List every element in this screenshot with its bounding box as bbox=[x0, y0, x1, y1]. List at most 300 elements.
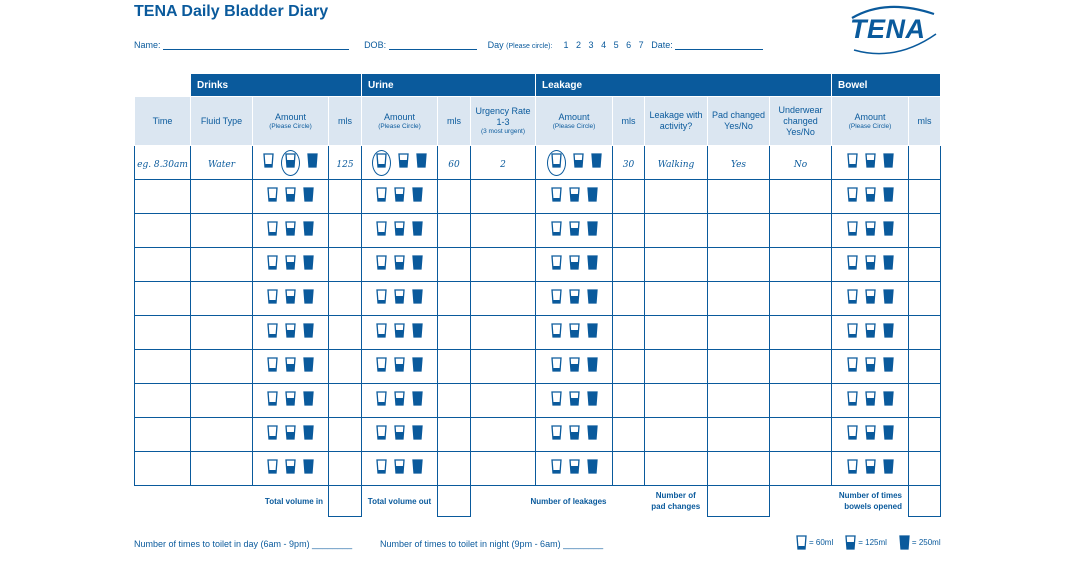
drinks-amount-cell[interactable] bbox=[253, 146, 329, 180]
pad-changed-cell[interactable] bbox=[708, 248, 770, 282]
bowel-amount-cell[interactable] bbox=[832, 384, 909, 418]
drinks-mls-cell[interactable] bbox=[329, 452, 362, 486]
bowel-mls-cell[interactable] bbox=[909, 180, 941, 214]
cup-small-icon[interactable] bbox=[376, 459, 387, 479]
cup-medium-icon[interactable] bbox=[285, 425, 296, 445]
cup-large-icon[interactable] bbox=[883, 391, 894, 411]
handwritten-entry: 60 bbox=[448, 159, 460, 170]
cup-small-icon[interactable] bbox=[847, 459, 858, 479]
bowels-opened-box[interactable] bbox=[909, 486, 941, 517]
urine-mls-cell[interactable] bbox=[438, 214, 471, 248]
cup-large-icon[interactable] bbox=[587, 459, 598, 479]
cup-medium-icon[interactable] bbox=[394, 221, 405, 241]
underwear-changed-cell[interactable] bbox=[770, 316, 832, 350]
drinks-amount-cell[interactable] bbox=[253, 282, 329, 316]
leakage-mls-cell[interactable] bbox=[613, 180, 645, 214]
cup-small-icon[interactable] bbox=[376, 323, 387, 343]
cup-medium-icon[interactable] bbox=[569, 255, 580, 275]
urgency-cell[interactable] bbox=[471, 146, 536, 180]
col-drinks-amount: Amount (Please Circle) bbox=[253, 97, 329, 146]
cup-large-icon[interactable] bbox=[883, 459, 894, 479]
bowel-amount-cell[interactable] bbox=[832, 180, 909, 214]
underwear-changed-cell[interactable] bbox=[770, 384, 832, 418]
drinks-amount-cell[interactable] bbox=[253, 214, 329, 248]
cup-small-icon[interactable] bbox=[372, 150, 391, 176]
drinks-amount-cell[interactable] bbox=[253, 180, 329, 214]
underwear-changed-cell[interactable] bbox=[770, 214, 832, 248]
tena-logo bbox=[846, 4, 942, 58]
pad-changed-cell[interactable] bbox=[708, 418, 770, 452]
cup-medium-icon[interactable] bbox=[865, 459, 876, 479]
leakage-mls-cell[interactable] bbox=[613, 350, 645, 384]
leakage-amount-cell[interactable] bbox=[536, 384, 613, 418]
activity-cell[interactable] bbox=[645, 282, 708, 316]
bowel-amount-cell[interactable] bbox=[832, 350, 909, 384]
cup-medium-icon[interactable] bbox=[865, 187, 876, 207]
pad-changed-cell[interactable] bbox=[708, 452, 770, 486]
bowels-opened-label: Number of times bowels opened bbox=[832, 486, 909, 517]
fluid-type-cell[interactable] bbox=[191, 282, 253, 316]
cup-large-icon[interactable] bbox=[587, 187, 598, 207]
cup-small-icon[interactable] bbox=[551, 391, 562, 411]
section-drinks: Drinks bbox=[191, 74, 362, 97]
cup-medium-icon[interactable] bbox=[285, 459, 296, 479]
urine-mls-cell[interactable] bbox=[438, 452, 471, 486]
cup-small-icon[interactable] bbox=[547, 150, 566, 176]
pad-changes-label: Number of pad changes bbox=[645, 486, 708, 517]
leakage-amount-cell[interactable] bbox=[536, 214, 613, 248]
activity-cell[interactable] bbox=[645, 384, 708, 418]
drinks-amount-cell[interactable] bbox=[253, 350, 329, 384]
info-line bbox=[134, 40, 763, 50]
leakage-amount-cell[interactable] bbox=[536, 316, 613, 350]
cup-large-icon[interactable] bbox=[303, 391, 314, 411]
cup-large-icon[interactable] bbox=[591, 153, 602, 173]
bowel-mls-cell[interactable] bbox=[909, 452, 941, 486]
urine-amount-cell[interactable] bbox=[362, 214, 438, 248]
night-toilet-count[interactable]: Number of times to toilet in night (9pm - 6am) ________ bbox=[380, 539, 604, 549]
pad-changed-cell[interactable] bbox=[708, 282, 770, 316]
cup-small-icon[interactable] bbox=[267, 323, 278, 343]
leakage-amount-cell[interactable] bbox=[536, 350, 613, 384]
cup-large-icon[interactable] bbox=[587, 425, 598, 445]
pad-changed-cell[interactable] bbox=[708, 384, 770, 418]
time-cell[interactable] bbox=[135, 214, 191, 248]
cup-small-icon[interactable] bbox=[551, 425, 562, 445]
logo-text: TENA bbox=[850, 14, 926, 44]
cup-medium-icon[interactable] bbox=[285, 391, 296, 411]
pad-changes-box[interactable] bbox=[708, 486, 770, 517]
day-toilet-count[interactable]: Number of times to toilet in day (6am - 9pm) ________ bbox=[134, 539, 353, 549]
cup-medium-icon[interactable] bbox=[569, 221, 580, 241]
cup-large-icon[interactable] bbox=[412, 221, 423, 241]
cup-small-icon[interactable] bbox=[376, 289, 387, 309]
activity-cell[interactable] bbox=[645, 248, 708, 282]
cup-small-icon[interactable] bbox=[376, 357, 387, 377]
cup-large-icon[interactable] bbox=[587, 289, 598, 309]
day-option-4[interactable]: 4 bbox=[601, 40, 607, 50]
bowel-amount-cell[interactable] bbox=[832, 418, 909, 452]
leakage-amount-cell[interactable] bbox=[536, 452, 613, 486]
underwear-changed-cell[interactable] bbox=[770, 180, 832, 214]
urine-amount-cell[interactable] bbox=[362, 418, 438, 452]
cup-medium-icon[interactable] bbox=[285, 357, 296, 377]
urgency-cell[interactable] bbox=[471, 214, 536, 248]
time-cell[interactable] bbox=[135, 316, 191, 350]
cup-medium-icon[interactable] bbox=[394, 357, 405, 377]
cup-medium-icon[interactable] bbox=[865, 391, 876, 411]
leakage-amount-cell[interactable] bbox=[536, 418, 613, 452]
leakage-amount-cell[interactable] bbox=[536, 248, 613, 282]
underwear-changed-cell[interactable] bbox=[770, 452, 832, 486]
cup-small-icon[interactable] bbox=[267, 391, 278, 411]
cup-medium-icon[interactable] bbox=[569, 459, 580, 479]
dob-field[interactable] bbox=[389, 40, 477, 50]
pad-changed-cell[interactable] bbox=[708, 180, 770, 214]
urine-amount-cell[interactable] bbox=[362, 180, 438, 214]
cup-small-icon[interactable] bbox=[376, 221, 387, 241]
cup-large-icon[interactable] bbox=[303, 255, 314, 275]
cup-small-icon[interactable] bbox=[376, 391, 387, 411]
activity-cell[interactable] bbox=[645, 316, 708, 350]
pad-changed-cell[interactable] bbox=[708, 146, 770, 180]
cup-medium-icon[interactable] bbox=[865, 153, 876, 173]
activity-cell[interactable] bbox=[645, 452, 708, 486]
drinks-mls-cell[interactable] bbox=[329, 384, 362, 418]
drinks-amount-cell[interactable] bbox=[253, 452, 329, 486]
cup-large-icon[interactable] bbox=[412, 391, 423, 411]
cup-small-icon[interactable] bbox=[847, 391, 858, 411]
cup-large-icon[interactable] bbox=[587, 323, 598, 343]
cup-small-icon[interactable] bbox=[551, 221, 562, 241]
cup-large-icon[interactable] bbox=[303, 357, 314, 377]
cup-small-icon[interactable] bbox=[267, 221, 278, 241]
date-field[interactable] bbox=[675, 40, 763, 50]
drinks-mls-cell[interactable] bbox=[329, 180, 362, 214]
day-option-7[interactable]: 7 bbox=[638, 40, 644, 50]
cup-medium-icon[interactable] bbox=[394, 425, 405, 445]
cup-medium-icon[interactable] bbox=[285, 289, 296, 309]
col-leakage-activity: Leakage with activity? bbox=[645, 97, 708, 146]
fluid-type-cell[interactable] bbox=[191, 180, 253, 214]
urine-mls-cell[interactable] bbox=[438, 146, 471, 180]
cup-large-icon[interactable] bbox=[303, 187, 314, 207]
cup-small-icon[interactable] bbox=[263, 153, 274, 173]
cup-medium-icon[interactable] bbox=[394, 255, 405, 275]
drinks-amount-cell[interactable] bbox=[253, 384, 329, 418]
urine-mls-cell[interactable] bbox=[438, 282, 471, 316]
cup-large-icon[interactable] bbox=[416, 153, 427, 173]
cup-small-icon[interactable] bbox=[551, 255, 562, 275]
diary-row bbox=[135, 316, 941, 350]
urine-amount-cell[interactable] bbox=[362, 384, 438, 418]
leakage-amount-cell[interactable] bbox=[536, 282, 613, 316]
urine-amount-cell[interactable] bbox=[362, 452, 438, 486]
urine-mls-cell[interactable] bbox=[438, 180, 471, 214]
cup-medium-icon[interactable] bbox=[865, 221, 876, 241]
col-bowel-mls: mls bbox=[909, 97, 941, 146]
day-hint: (Please circle): bbox=[506, 43, 553, 50]
activity-cell[interactable] bbox=[645, 214, 708, 248]
cup-small-icon[interactable] bbox=[847, 221, 858, 241]
cup-medium-icon[interactable] bbox=[865, 289, 876, 309]
drinks-mls-cell[interactable] bbox=[329, 316, 362, 350]
cup-large-icon[interactable] bbox=[412, 323, 423, 343]
handwritten-entry: 125 bbox=[336, 159, 354, 170]
underwear-changed-cell[interactable] bbox=[770, 282, 832, 316]
pad-changed-cell[interactable] bbox=[708, 350, 770, 384]
cup-medium-icon[interactable] bbox=[865, 255, 876, 275]
cup-medium-icon[interactable] bbox=[569, 357, 580, 377]
example-row bbox=[135, 146, 941, 180]
bowel-mls-cell[interactable] bbox=[909, 418, 941, 452]
leakage-mls-cell[interactable] bbox=[613, 452, 645, 486]
leakage-mls-cell[interactable] bbox=[613, 282, 645, 316]
col-drinks-mls: mls bbox=[329, 97, 362, 146]
bowel-mls-cell[interactable] bbox=[909, 350, 941, 384]
cup-small-icon[interactable] bbox=[847, 323, 858, 343]
cup-medium-icon[interactable] bbox=[573, 153, 584, 173]
bowel-mls-cell[interactable] bbox=[909, 248, 941, 282]
time-cell[interactable] bbox=[135, 180, 191, 214]
activity-cell[interactable] bbox=[645, 180, 708, 214]
drinks-mls-cell[interactable] bbox=[329, 146, 362, 180]
cup-small-icon[interactable] bbox=[267, 187, 278, 207]
drinks-mls-cell[interactable] bbox=[329, 248, 362, 282]
bowel-amount-cell[interactable] bbox=[832, 282, 909, 316]
cup-small-icon[interactable] bbox=[376, 187, 387, 207]
cup-large-icon[interactable] bbox=[303, 459, 314, 479]
drinks-amount-cell[interactable] bbox=[253, 248, 329, 282]
time-cell[interactable] bbox=[135, 146, 191, 180]
cup-small-icon[interactable] bbox=[551, 289, 562, 309]
urine-amount-cell[interactable] bbox=[362, 282, 438, 316]
fluid-type-cell[interactable] bbox=[191, 350, 253, 384]
cup-medium-icon[interactable] bbox=[569, 391, 580, 411]
drinks-amount-cell[interactable] bbox=[253, 316, 329, 350]
diary-table bbox=[134, 74, 941, 517]
cup-large-icon[interactable] bbox=[883, 289, 894, 309]
cup-small-icon[interactable] bbox=[267, 255, 278, 275]
fluid-type-cell[interactable] bbox=[191, 214, 253, 248]
fluid-type-cell[interactable] bbox=[191, 146, 253, 180]
fluid-type-cell[interactable] bbox=[191, 248, 253, 282]
cup-large-icon[interactable] bbox=[883, 221, 894, 241]
cup-small-icon[interactable] bbox=[551, 459, 562, 479]
total-volume-out-box[interactable] bbox=[438, 486, 471, 517]
cup-small-icon[interactable] bbox=[551, 357, 562, 377]
bowel-amount-cell[interactable] bbox=[832, 316, 909, 350]
cup-medium-icon[interactable] bbox=[285, 187, 296, 207]
urgency-cell[interactable] bbox=[471, 418, 536, 452]
bowel-amount-cell[interactable] bbox=[832, 452, 909, 486]
urine-mls-cell[interactable] bbox=[438, 418, 471, 452]
cup-medium-icon[interactable] bbox=[569, 425, 580, 445]
cup-small-icon[interactable] bbox=[847, 255, 858, 275]
cup-large-icon[interactable] bbox=[883, 425, 894, 445]
leakage-mls-cell[interactable] bbox=[613, 418, 645, 452]
leakage-amount-cell[interactable] bbox=[536, 146, 613, 180]
urine-mls-cell[interactable] bbox=[438, 350, 471, 384]
cup-medium-icon[interactable] bbox=[281, 150, 300, 176]
cup-large-icon[interactable] bbox=[587, 391, 598, 411]
cup-large-icon[interactable] bbox=[412, 187, 423, 207]
urgency-cell[interactable] bbox=[471, 180, 536, 214]
cup-large-icon[interactable] bbox=[412, 255, 423, 275]
cup-medium-icon[interactable] bbox=[569, 187, 580, 207]
bowel-amount-cell[interactable] bbox=[832, 146, 909, 180]
cup-large-icon[interactable] bbox=[587, 221, 598, 241]
cup-small-icon[interactable] bbox=[847, 289, 858, 309]
handwritten-entry: Walking bbox=[657, 159, 695, 170]
cup-large-icon[interactable] bbox=[303, 221, 314, 241]
urine-amount-cell[interactable] bbox=[362, 146, 438, 180]
leakage-mls-cell[interactable] bbox=[613, 316, 645, 350]
bowel-mls-cell[interactable] bbox=[909, 282, 941, 316]
number-of-leakages-label: Number of leakages bbox=[471, 486, 645, 517]
handwritten-entry: eg. 8.30am bbox=[137, 159, 188, 170]
time-cell[interactable] bbox=[135, 452, 191, 486]
cup-small-icon[interactable] bbox=[847, 425, 858, 445]
day-option-1[interactable]: 1 bbox=[563, 40, 569, 50]
cup-small-icon[interactable] bbox=[551, 187, 562, 207]
time-cell[interactable] bbox=[135, 418, 191, 452]
drinks-mls-cell[interactable] bbox=[329, 214, 362, 248]
cup-small-icon[interactable] bbox=[847, 153, 858, 173]
cup-large-icon[interactable] bbox=[307, 153, 318, 173]
cup-medium-icon[interactable] bbox=[569, 289, 580, 309]
cup-large-icon[interactable] bbox=[412, 289, 423, 309]
cup-large-icon[interactable] bbox=[412, 357, 423, 377]
total-volume-in-box[interactable] bbox=[329, 486, 362, 517]
cup-large-icon[interactable] bbox=[587, 357, 598, 377]
fluid-type-cell[interactable] bbox=[191, 452, 253, 486]
bowel-mls-cell[interactable] bbox=[909, 384, 941, 418]
cup-large-icon[interactable] bbox=[587, 255, 598, 275]
urgency-cell[interactable] bbox=[471, 384, 536, 418]
cup-large-icon[interactable] bbox=[412, 459, 423, 479]
time-cell[interactable] bbox=[135, 282, 191, 316]
underwear-changed-cell[interactable] bbox=[770, 146, 832, 180]
cup-small-icon[interactable] bbox=[376, 425, 387, 445]
drinks-mls-cell[interactable] bbox=[329, 282, 362, 316]
urgency-cell[interactable] bbox=[471, 452, 536, 486]
day-option-2[interactable]: 2 bbox=[576, 40, 582, 50]
section-bowel: Bowel bbox=[832, 74, 941, 97]
urine-amount-cell[interactable] bbox=[362, 248, 438, 282]
cup-medium-icon[interactable] bbox=[394, 459, 405, 479]
time-cell[interactable] bbox=[135, 350, 191, 384]
bowel-mls-cell[interactable] bbox=[909, 214, 941, 248]
time-cell[interactable] bbox=[135, 248, 191, 282]
fluid-type-cell[interactable] bbox=[191, 384, 253, 418]
drinks-mls-cell[interactable] bbox=[329, 418, 362, 452]
day-option-3[interactable]: 3 bbox=[588, 40, 594, 50]
cup-medium-icon[interactable] bbox=[394, 391, 405, 411]
urine-mls-cell[interactable] bbox=[438, 316, 471, 350]
cup-medium-icon[interactable] bbox=[394, 323, 405, 343]
drinks-mls-cell[interactable] bbox=[329, 350, 362, 384]
legend-large: = 250ml bbox=[899, 535, 941, 550]
time-cell[interactable] bbox=[135, 384, 191, 418]
cup-medium-icon[interactable] bbox=[865, 425, 876, 445]
name-field[interactable] bbox=[163, 40, 349, 50]
drinks-amount-cell[interactable] bbox=[253, 418, 329, 452]
cup-large-icon[interactable] bbox=[303, 323, 314, 343]
cup-medium-icon[interactable] bbox=[394, 289, 405, 309]
urgency-cell[interactable] bbox=[471, 350, 536, 384]
cup-medium-icon[interactable] bbox=[394, 187, 405, 207]
leakage-mls-cell[interactable] bbox=[613, 146, 645, 180]
cup-large-icon[interactable] bbox=[883, 255, 894, 275]
diary-row bbox=[135, 180, 941, 214]
urgency-cell[interactable] bbox=[471, 282, 536, 316]
urine-mls-cell[interactable] bbox=[438, 384, 471, 418]
cup-medium-icon[interactable] bbox=[285, 323, 296, 343]
fluid-type-cell[interactable] bbox=[191, 418, 253, 452]
cup-large-icon[interactable] bbox=[883, 153, 894, 173]
cup-large-icon[interactable] bbox=[303, 289, 314, 309]
cup-small-icon[interactable] bbox=[847, 357, 858, 377]
cup-medium-icon[interactable] bbox=[569, 323, 580, 343]
cup-large-icon[interactable] bbox=[883, 187, 894, 207]
cup-small-icon[interactable] bbox=[267, 459, 278, 479]
cup-medium-icon[interactable] bbox=[285, 255, 296, 275]
cup-small-icon[interactable] bbox=[551, 323, 562, 343]
cup-medium-icon[interactable] bbox=[865, 357, 876, 377]
pad-changed-cell[interactable] bbox=[708, 214, 770, 248]
fluid-type-cell[interactable] bbox=[191, 316, 253, 350]
underwear-changed-cell[interactable] bbox=[770, 248, 832, 282]
leakage-amount-cell[interactable] bbox=[536, 180, 613, 214]
cup-small-icon[interactable] bbox=[847, 187, 858, 207]
pad-changed-cell[interactable] bbox=[708, 316, 770, 350]
cup-large-icon[interactable] bbox=[883, 357, 894, 377]
date-label: Date: bbox=[651, 40, 673, 50]
cup-small-icon[interactable] bbox=[376, 255, 387, 275]
cup-medium-icon[interactable] bbox=[398, 153, 409, 173]
cup-small-icon[interactable] bbox=[267, 425, 278, 445]
leakage-mls-cell[interactable] bbox=[613, 384, 645, 418]
bowel-amount-cell[interactable] bbox=[832, 214, 909, 248]
bowel-mls-cell[interactable] bbox=[909, 316, 941, 350]
urine-mls-cell[interactable] bbox=[438, 248, 471, 282]
cup-large-icon[interactable] bbox=[883, 323, 894, 343]
activity-cell[interactable] bbox=[645, 418, 708, 452]
bowel-mls-cell[interactable] bbox=[909, 146, 941, 180]
cup-medium-icon[interactable] bbox=[865, 323, 876, 343]
urgency-cell[interactable] bbox=[471, 248, 536, 282]
day-option-5[interactable]: 5 bbox=[613, 40, 619, 50]
diary-row bbox=[135, 282, 941, 316]
cup-small-icon[interactable] bbox=[267, 289, 278, 309]
activity-cell[interactable] bbox=[645, 350, 708, 384]
cup-medium-icon[interactable] bbox=[285, 221, 296, 241]
urine-amount-cell[interactable] bbox=[362, 316, 438, 350]
underwear-changed-cell[interactable] bbox=[770, 350, 832, 384]
activity-cell[interactable] bbox=[645, 146, 708, 180]
cup-large-icon[interactable] bbox=[303, 425, 314, 445]
urine-amount-cell[interactable] bbox=[362, 350, 438, 384]
cup-small-icon[interactable] bbox=[267, 357, 278, 377]
urgency-cell[interactable] bbox=[471, 316, 536, 350]
leakage-mls-cell[interactable] bbox=[613, 248, 645, 282]
bowel-amount-cell[interactable] bbox=[832, 248, 909, 282]
day-option-6[interactable]: 6 bbox=[626, 40, 632, 50]
cup-large-icon[interactable] bbox=[412, 425, 423, 445]
underwear-changed-cell[interactable] bbox=[770, 418, 832, 452]
leakage-mls-cell[interactable] bbox=[613, 214, 645, 248]
